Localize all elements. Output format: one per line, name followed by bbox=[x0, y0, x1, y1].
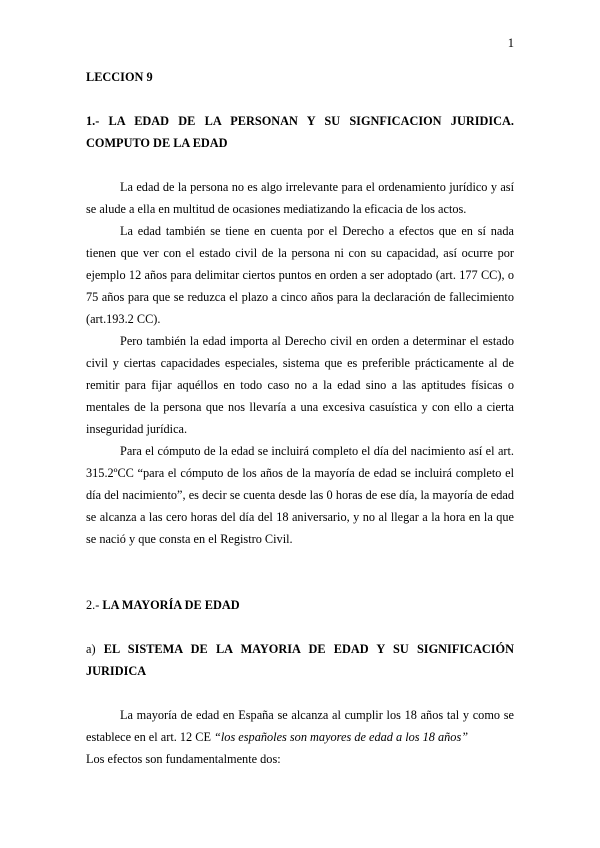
lesson-title: LECCION 9 bbox=[86, 70, 153, 84]
subsection-a-heading bbox=[86, 638, 514, 682]
section-2-number: 2.- bbox=[86, 598, 100, 612]
subsection-a-title: EL SISTEMA DE LA MAYORIA DE EDAD Y SU SIGNIFICACIÓN JURIDICA bbox=[86, 642, 514, 678]
subsection-a-letter: a) bbox=[86, 642, 96, 656]
paragraph-3: Pero también la edad importa al Derecho civil en orden a determinar el estado civil y ciertas capacidades especiales, sistema que es preferible prácticamente al de remitir para fijar aquéllos en todo caso no a la edad sino a las aptitudes físicas o mentales de la persona que nos llevaría a una excesiva casuística y con ello a cierta inseguridad jurídica. bbox=[86, 334, 514, 436]
paragraph-5-quote: “los españoles son mayores de edad a los 18 años” bbox=[214, 730, 469, 744]
section-2-title: LA MAYORÍA DE EDAD bbox=[102, 598, 240, 612]
paragraph-2: La edad también se tiene en cuenta por el Derecho a efectos que en sí nada tienen que ver con el estado civil de la persona ni con su capacidad, así ocurre por ejemplo 12 años para delimitar ciertos puntos en orden a ser adoptado (art. 177 CC), o 75 años para que se reduzca el plazo a cinco años para la declaración de fallecimiento (art.193.2 CC). bbox=[86, 224, 514, 326]
paragraph-6: Los efectos son fundamentalmente dos: bbox=[86, 752, 281, 766]
paragraph-5-text: La mayoría de edad en España se alcanza al cumplir los 18 años tal y como se establece en el art. 12 CE bbox=[86, 708, 514, 744]
paragraph-5 bbox=[86, 704, 514, 748]
page-number: 1 bbox=[507, 36, 514, 50]
paragraph-1: La edad de la persona no es algo irrelevante para el ordenamiento jurídico y así se alude a ella en multitud de ocasiones mediatizando la eficacia de los actos. bbox=[86, 180, 514, 216]
section-1-heading: 1.- LA EDAD DE LA PERSONAN Y SU SIGNFICACION JURIDICA. COMPUTO DE LA EDAD bbox=[86, 114, 514, 150]
paragraph-4: Para el cómputo de la edad se incluirá completo el día del nacimiento así el art. 315.2ºCC “para el cómputo de los años de la mayoría de edad se incluirá completo el día del nacimiento”, es decir se cuenta desde las 0 horas de ese día, la mayoría de edad se alcanza a las cero horas del día del 18 aniversario, y no al llegar a la hora en la que se nació y que consta en el Registro Civil. bbox=[86, 444, 514, 546]
section-2-heading bbox=[86, 594, 514, 616]
